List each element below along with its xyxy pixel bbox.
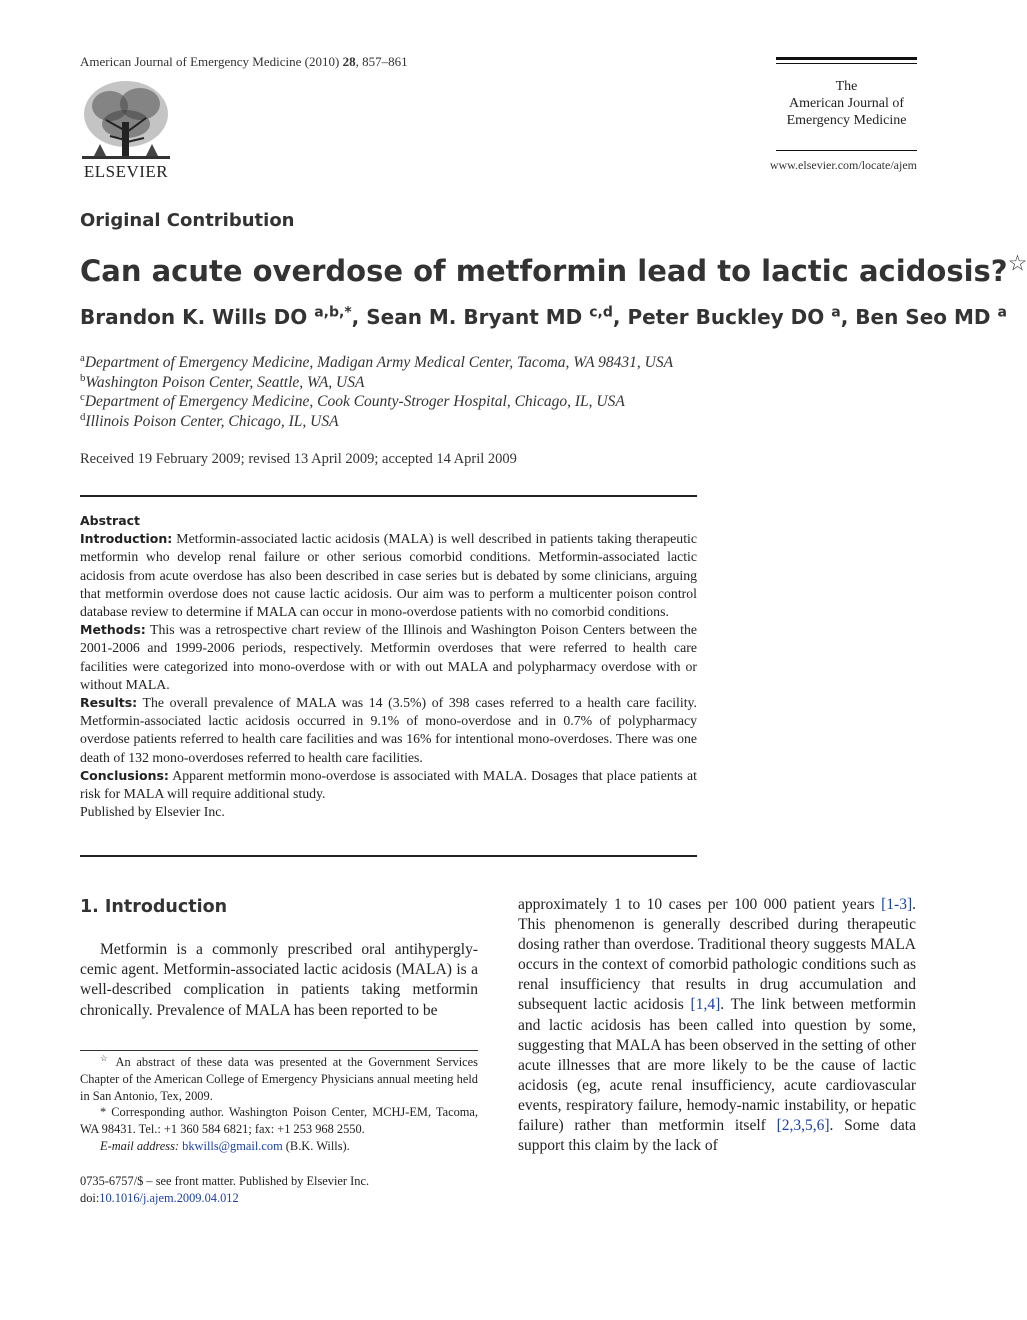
elsevier-logo (80, 80, 172, 180)
email-label: E-mail address: (100, 1138, 180, 1153)
affiliation-text: Department of Emergency Medicine, Madigan Army Medical Center, Tacoma, WA 98431, USA (84, 354, 674, 371)
footnote-corresponding (80, 1104, 478, 1138)
section-label: Original Contribution (80, 210, 295, 231)
citation-volume: 28 (342, 54, 356, 69)
abstract-section-label: Results: (80, 695, 138, 711)
abstract-section (80, 694, 697, 767)
title-footnote-mark[interactable]: ☆ (1007, 251, 1027, 277)
author-name: Sean M. Bryant MD (366, 305, 583, 329)
reference-link[interactable]: [2,3,5,6] (776, 1117, 830, 1135)
doi-label: doi: (80, 1191, 100, 1205)
author-separator: , (612, 305, 628, 329)
affiliation (80, 353, 673, 373)
author-affiliation-marks[interactable]: a (997, 304, 1007, 321)
abstract-sections (80, 530, 697, 803)
author-affiliation-marks[interactable]: c,d (589, 304, 613, 321)
front-matter-meta (80, 1173, 369, 1207)
footnote-abstract (80, 1054, 478, 1104)
intro-text-4: . Some data support this claim by the lack of (518, 1117, 916, 1155)
abstract-section-text: Metformin-associated lactic acidosis (MALA) is well described in patients taking therapeutic metformin who develop renal failure or other serious comorbid conditions. Metformin-associated lactic acidosis from acute overdose has also been described in case series but is debated by some clinicians, arguing that metformin overdose does not cause lactic acidosis. Our aim was to perform a multicenter poison control database review to determine if MALA can occur in mono-overdose patients with no comorbid conditions. (80, 531, 697, 620)
journal-url[interactable]: www.elsevier.com/locate/ajem (769, 158, 917, 172)
affiliation-text: Illinois Poison Center, Chicago, IL, USA (85, 413, 339, 431)
journal-masthead-divider (776, 150, 917, 151)
intro-text-1: approximately 1 to 10 cases per 100 000 patient years (518, 896, 882, 913)
corresponding-author-mark[interactable]: * (344, 304, 352, 321)
affiliation (80, 373, 673, 393)
email-link[interactable]: bkwills@gmail.com (182, 1138, 283, 1153)
footnote-corresponding-text: Corresponding author. Washington Poison Center, MCHJ-EM, Tacoma, WA 98431. Tel.: +1 360 584 6821; fax: +1 253 968 2550. (80, 1105, 478, 1137)
author-separator: , (840, 305, 856, 329)
article-title-text: Can acute overdose of metformin lead to lactic acidosis? (80, 254, 1008, 288)
journal-name-line-3: Emergency Medicine (786, 113, 907, 128)
doi-link[interactable]: 10.1016/j.ajem.2009.04.012 (99, 1191, 239, 1205)
abstract-section (80, 530, 697, 621)
journal-name (776, 78, 917, 129)
affiliation-text: Department of Emergency Medicine, Cook County-Stroger Hospital, Chicago, IL, USA (84, 393, 625, 411)
intro-text-2: . This phenomenon is generally described during therapeutic dosing rather than overdose. Traditional theory suggests MALA occurs in the context of comorbid pathologic conditions such as renal insufficiency that results in drug accumulation and subsequent lactic acidosis (518, 896, 916, 1014)
author-name: Peter Buckley DO (627, 305, 825, 329)
affiliation-letter: d (80, 410, 86, 423)
reference-link[interactable]: [1,4] (690, 996, 721, 1014)
affiliation-letter: b (80, 371, 86, 384)
issn-line: 0735-6757/$ – see front matter. Published by Elsevier Inc. (80, 1174, 370, 1188)
affiliation (80, 412, 673, 432)
abstract-section-label: Introduction: (80, 531, 173, 547)
elsevier-wordmark: ELSEVIER (83, 162, 169, 181)
footnote-corresponding-mark: * (100, 1105, 107, 1120)
abstract (80, 512, 697, 821)
footnote-abstract-text: An abstract of these data was presented at the Government Services Chapter of the American College of Emergency Physicians annual meeting held in San Antonio, Tex, 2009. (80, 1055, 478, 1103)
abstract-section (80, 767, 697, 803)
abstract-section-text: The overall prevalence of MALA was 14 (3.5%) of 398 cases referred to a health care facility. Metformin-associated lactic acidosis occurred in 9.1% of mono-overdose and in 0.7% of polypharmacy overdose patients referred to health care facilities and was 16% for intentional mono-overdoses. There was one death of 132 mono-overdoses referred to health care facilities. (80, 695, 697, 765)
abstract-published-by: Published by Elsevier Inc. (80, 804, 225, 820)
affiliation-letter: a (80, 351, 85, 364)
footnote-email (80, 1138, 478, 1155)
introduction-left-column: Metformin is a commonly prescribed oral antihypergly-cemic agent. Metformin-associated lactic acidosis (MALA) is a well-described complication in patients taking metformin chronically. Prevalence of MALA has been reported to be (80, 941, 478, 1019)
journal-citation (80, 54, 408, 70)
abstract-heading: Abstract (80, 513, 141, 528)
abstract-section-label: Methods: (80, 622, 146, 638)
doi-line (80, 1190, 369, 1207)
author (366, 305, 627, 329)
affiliation-letter: c (80, 391, 85, 404)
affiliation-text: Washington Poison Center, Seattle, WA, USA (85, 373, 365, 391)
footnotes (80, 1054, 478, 1155)
footnote-star-mark: ☆ (100, 1052, 111, 1063)
intro-text-3: . The link between metformin and lactic acidosis has been called into question by some, suggesting that MALA has been observed in the setting of other acute illnesses that are more likely to be the cause of lactic acidosis (eg, acute renal insufficiency, acute cardiovascular events, respiratory failure, hemody-namic instability, or hepatic failure) rather than metformin itself (518, 996, 917, 1135)
author-name: Brandon K. Wills DO (80, 305, 308, 329)
author-affiliation-marks[interactable]: a,b, (314, 304, 345, 321)
footnote-rule (80, 1050, 478, 1051)
abstract-bottom-rule (80, 855, 697, 857)
introduction-right-column (518, 895, 916, 1156)
author (80, 305, 366, 329)
author (627, 305, 855, 329)
journal-name-line-1: The (835, 79, 858, 94)
abstract-section-label: Conclusions: (80, 767, 169, 783)
author-separator: , (351, 305, 367, 329)
abstract-section (80, 621, 697, 694)
affiliation (80, 392, 673, 412)
affiliations (80, 353, 673, 432)
introduction-heading: 1. Introduction (80, 897, 228, 917)
abstract-section-text: Apparent metformin mono-overdose is associated with MALA. Dosages that place patients at risk for MALA will require additional study. (80, 767, 697, 802)
author-list (80, 305, 1007, 329)
citation-journal: American Journal of Emergency Medicine (2010) (80, 54, 343, 69)
abstract-top-rule (80, 495, 697, 497)
article-title (80, 251, 1027, 288)
abstract-section-text: This was a retrospective chart review of the Illinois and Washington Poison Centers between the 2001-2006 and 1999-2006 periods, respectively. Metformin overdoses that were referred to health care facilities were categorized into mono-overdose with or with out MALA and polypharmacy overdose with or without MALA. (80, 622, 697, 692)
reference-link[interactable]: [1-3] (881, 896, 913, 913)
email-suffix: (B.K. Wills). (282, 1138, 350, 1153)
citation-pages: , 857–861 (355, 54, 408, 69)
author (855, 305, 1007, 329)
article-dates: Received 19 February 2009; revised 13 April 2009; accepted 14 April 2009 (80, 451, 517, 467)
journal-masthead-rules (776, 57, 917, 64)
author-name: Ben Seo MD (855, 305, 991, 329)
journal-name-line-2: American Journal of (788, 96, 905, 111)
author-affiliation-marks[interactable]: a (831, 304, 841, 321)
